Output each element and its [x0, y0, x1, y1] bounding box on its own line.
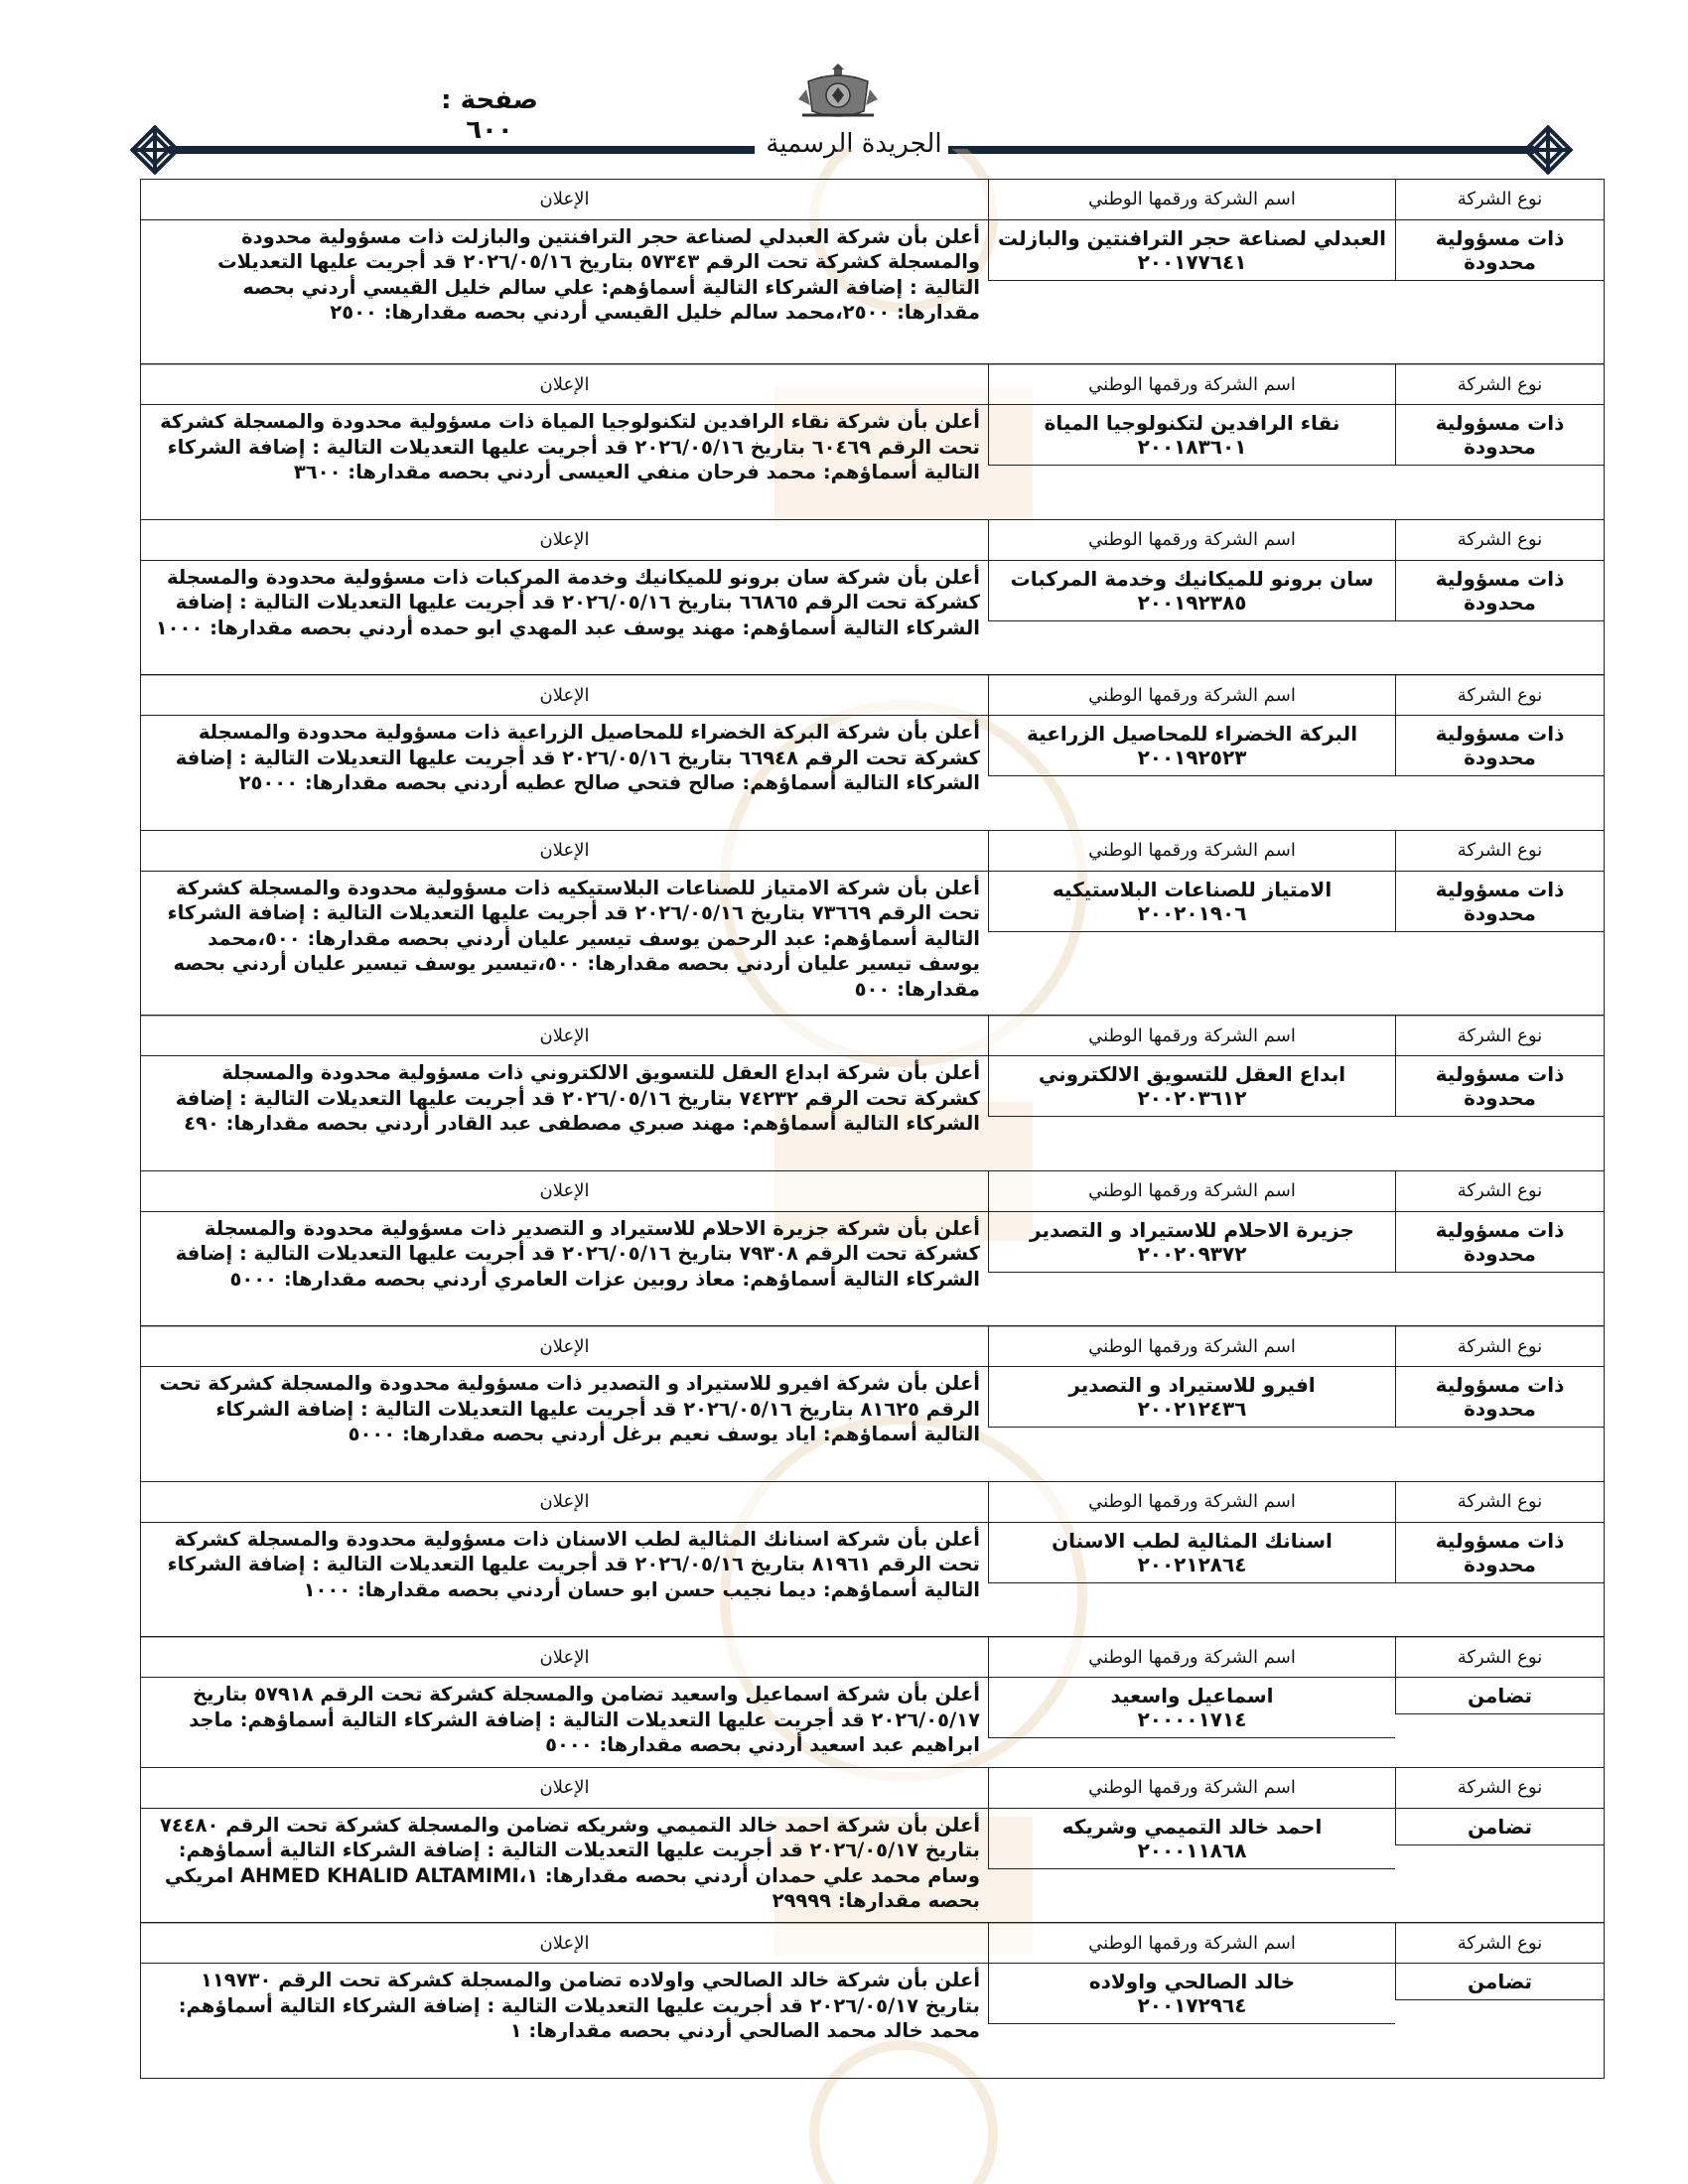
company-name: الامتياز للصناعات البلاستيكيه [1052, 877, 1333, 901]
header-company-name: اسم الشركة ورقمها الوطني [988, 1637, 1395, 1677]
header-company-type: نوع الشركة [1395, 180, 1604, 219]
notice-text: أعلن بأن شركة اسماعيل واسعيد تضامن والمسجلة كشركة تحت الرقم ٥٧٩١٨ بتاريخ ٢٠٢٦/٠٥/١٧ قد أجريت عليها التعديلات التالية : إضافة الشركاء التالية أسماؤهم: ماجد ابراهيم عبد اسعيد أردني بحصه مقدارها: ٥٠٠٠ [189, 1683, 980, 1756]
header-notice: الإعلان [539, 1491, 590, 1512]
company-national-number: ٢٠٠١٧٧٦٤١ [1137, 249, 1247, 274]
company-name-cell [988, 1212, 1395, 1273]
notice-text: أعلن بأن شركة جزيرة الاحلام للاستيراد و التصدير ذات مسؤولية محدودة والمسجلة كشركة تحت الرقم ٧٩٣٠٨ بتاريخ ٢٠٢٦/٠٥/١٦ قد أجريت عليها التعديلات التالية : إضافة الشركاء التالية أسماؤهم: معاذ روبين عزات العامري أردني بحصه مقدارها: ٥٠٠٠ [175, 1216, 980, 1291]
company-national-number: ٢٠٠٢١٢٨٦٤ [1137, 1552, 1247, 1576]
notice-text: أعلن بأن شركة العبدلي لصناعة حجر الترافنتين والبازلت ذات مسؤولية محدودة والمسجلة كشركة تحت الرقم ٥٧٣٤٣ بتاريخ ٢٠٢٦/٠٥/١٦ قد أجريت عليها التعديلات التالية : إضافة الشركاء التالية أسماؤهم: علي سالم خليل القيسي أردني بحصه مقدارها: ٢٥٠٠،محمد سالم خليل القيسي أردني بحصه مقدارها: ٢٥٠٠ [217, 224, 980, 324]
notice-row [140, 1170, 1605, 1327]
notice-body-row [141, 1678, 1604, 1760]
notice-row [140, 1325, 1605, 1482]
company-name: ابداع العقل للتسويق الالكتروني [1038, 1062, 1346, 1086]
company-name: جزيرة الاحلام للاستيراد و التصدير [1030, 1217, 1354, 1242]
notice-body-row [141, 1367, 1604, 1449]
notice-body-row [141, 1056, 1604, 1139]
header-company-name: اسم الشركة ورقمها الوطني [988, 1768, 1395, 1808]
company-name-cell [988, 220, 1395, 281]
company-name: سان برونو للميكانيك وخدمة المركبات [1010, 566, 1374, 591]
header-notice: الإعلان [539, 1932, 590, 1954]
header-notice: الإعلان [539, 1335, 590, 1357]
header-notice: الإعلان [539, 1646, 590, 1668]
company-national-number: ٢٠٠٠١١٨٦٨ [1137, 1838, 1247, 1862]
company-name: خالد الصالحي واولاده [1088, 1970, 1296, 1993]
company-type: تضامن [1395, 1964, 1604, 2000]
notice-body-row [141, 220, 1604, 328]
company-type: ذات مسؤولية محدودة [1395, 872, 1604, 932]
company-name: افيرو للاستيراد و التصدير [1068, 1373, 1316, 1397]
header-company-name: اسم الشركة ورقمها الوطني [988, 364, 1395, 404]
notice-row [140, 363, 1605, 520]
notice-body-row [141, 1212, 1604, 1295]
header-notice: الإعلان [539, 189, 590, 209]
notice-header-row [141, 1016, 1604, 1056]
notice-text: أعلن بأن شركة نقاء الرافدين لتكنولوجيا المياة ذات مسؤولية محدودة والمسجلة كشركة تحت الرقم ٦٠٤٦٩ بتاريخ ٢٠٢٦/٠٥/١٦ قد أجريت عليها التعديلات التالية : إضافة الشركاء التالية أسماؤهم: محمد فرحان منفي العيسى أردني بحصه مقدارها: ٣٦٠٠ [160, 410, 980, 483]
header-company-type: نوع الشركة [1395, 1016, 1604, 1055]
notice-body-row [141, 1523, 1604, 1605]
header-company-name: اسم الشركة ورقمها الوطني [988, 1171, 1395, 1211]
coat-of-arms-icon [794, 60, 882, 123]
header-company-type: نوع الشركة [1395, 520, 1604, 560]
notice-text: أعلن بأن شركة اسنانك المثالية لطب الاسنان ذات مسؤولية محدودة والمسجلة كشركة تحت الرقم ٨١٩٦١ بتاريخ ٢٠٢٦/٠٥/١٦ قد أجريت عليها التعديلات التالية : إضافة الشركاء التالية أسماؤهم: ديما نجيب حسن ابو حسان أردني بحصه مقدارها: ١٠٠٠ [167, 1527, 980, 1601]
header-notice: الإعلان [539, 529, 590, 550]
notice-row [140, 674, 1605, 831]
notice-text: أعلن بأن شركة سان برونو للميكانيك وخدمة المركبات ذات مسؤولية محدودة والمسجلة كشركة تحت الرقم ٦٦٨٦٥ بتاريخ ٢٠٢٦/٠٥/١٦ قد أجريت عليها التعديلات التالية : إضافة الشركاء التالية أسماؤهم: مهند يوسف عبد المهدي ابو حمده أردني بحصه مقدارها: ١٠٠٠ [155, 565, 980, 639]
notice-header-row [141, 1768, 1604, 1809]
notice-header-row [141, 1171, 1604, 1212]
header-notice: الإعلان [539, 840, 590, 861]
notice-text: أعلن بأن شركة افيرو للاستيراد و التصدير ذات مسؤولية محدودة والمسجلة كشركة تحت الرقم ٨١٦٢٥ بتاريخ ٢٠٢٦/٠٥/١٦ قد أجريت عليها التعديلات التالية : إضافة الشركاء التالية أسماؤهم: اياد يوسف نعيم برغل أردني بحصه مقدارها: ٥٠٠٠ [159, 1372, 980, 1445]
company-type: ذات مسؤولية محدودة [1395, 1367, 1604, 1428]
company-name: نقاء الرافدين لتكنولوجيا المياة [1044, 411, 1340, 435]
notice-row [140, 1636, 1605, 1768]
notice-text: أعلن بأن شركة الامتياز للصناعات البلاستيكيه ذات مسؤولية محدودة والمسجلة كشركة تحت الرقم ٧٣٦٦٩ بتاريخ ٢٠٢٦/٠٥/١٦ قد أجريت عليها التعديلات التالية : إضافة الشركاء التالية أسماؤهم: عبد الرحمن يوسف تيسير عليان أردني بحصه مقدارها: ٥٠٠،محمد يوسف تيسير عليان أردني بحصه مقدارها: ٥٠٠،تيسير يوسف تيسير عليان أردني بحصه مقدارها: ٥٠٠ [167, 876, 980, 1001]
notice-text: أعلن بأن شركة ابداع العقل للتسويق الالكتروني ذات مسؤولية محدودة والمسجلة كشركة تحت الرقم ٧٤٢٣٢ بتاريخ ٢٠٢٦/٠٥/١٦ قد أجريت عليها التعديلات التالية : إضافة الشركاء التالية أسماؤهم: مهند صبري مصطفى عبد القادر أردني بحصه مقدارها: ٤٩٠ [175, 1061, 980, 1135]
header-company-type: نوع الشركة [1395, 831, 1604, 871]
notice-row [140, 519, 1605, 676]
header-company-name: اسم الشركة ورقمها الوطني [988, 831, 1395, 871]
company-national-number: ٢٠٠١٧٢٩٦٤ [1137, 1993, 1247, 2017]
company-name-cell [988, 1964, 1395, 2024]
notice-row [140, 830, 1605, 1017]
page-number-value: ٦٠٠ [466, 115, 513, 145]
notice-header-row [141, 1482, 1604, 1523]
company-name-cell [988, 1678, 1395, 1738]
company-name-cell [988, 1523, 1395, 1583]
company-type: تضامن [1395, 1809, 1604, 1845]
notice-body-row [141, 872, 1604, 1005]
header-company-type: نوع الشركة [1395, 1326, 1604, 1366]
company-name: اسماعيل واسعيد [1110, 1684, 1274, 1707]
company-type: ذات مسؤولية محدودة [1395, 1056, 1604, 1117]
notice-text: أعلن بأن شركة احمد خالد التميمي وشريكه تضامن والمسجلة كشركة تحت الرقم ٧٤٤٨٠ بتاريخ ٢٠٢٦/٠٥/١٧ قد أجريت عليها التعديلات التالية : إضافة الشركاء التالية أسماؤهم: وسام محمد علي حمدان أردني بحصه مقدارها: ١،AHMED KHALID ALTAMIMI امريكي بحصه مقدارها: ٢٩٩٩٩ [159, 1813, 980, 1912]
header-notice: الإعلان [539, 373, 590, 395]
header-company-name: اسم الشركة ورقمها الوطني [988, 180, 1395, 219]
company-national-number: ٢٠٠١٩٢٣٨٥ [1137, 590, 1247, 614]
company-name-cell [988, 716, 1395, 776]
header-company-name: اسم الشركة ورقمها الوطني [988, 520, 1395, 560]
header-company-name: اسم الشركة ورقمها الوطني [988, 1923, 1395, 1963]
masthead-title: الجريدة الرسمية [766, 129, 942, 159]
notice-body-row [141, 405, 1604, 487]
company-name: البركة الخضراء للمحاصيل الزراعية [1026, 722, 1358, 746]
notice-row [140, 1015, 1605, 1171]
notice-header-row [141, 675, 1604, 716]
header-notice: الإعلان [539, 1180, 590, 1201]
company-name-cell [988, 872, 1395, 932]
notice-body-row [141, 1809, 1604, 1916]
company-type: ذات مسؤولية محدودة [1395, 405, 1604, 466]
company-name-cell [988, 405, 1395, 466]
company-name-cell [988, 561, 1395, 621]
company-national-number: ٢٠٠١٩٢٥٢٣ [1137, 746, 1247, 769]
company-name: احمد خالد التميمي وشريكه [1061, 1814, 1323, 1839]
masthead-rule-left [169, 146, 755, 154]
notice-body-row [141, 561, 1604, 643]
notice-header-row [141, 364, 1604, 405]
company-national-number: ٢٠٠٢٠٣٦١٢ [1137, 1086, 1247, 1110]
header-notice: الإعلان [539, 1777, 590, 1798]
company-national-number: ٢٠٠٢١٢٤٣٦ [1137, 1397, 1247, 1421]
header-company-type: نوع الشركة [1395, 1482, 1604, 1522]
company-national-number: ٢٠٠٠٠١٧١٤ [1137, 1707, 1247, 1731]
notice-header-row [141, 1923, 1604, 1964]
header-company-name: اسم الشركة ورقمها الوطني [988, 675, 1395, 715]
header-notice: الإعلان [539, 684, 590, 706]
header-company-type: نوع الشركة [1395, 364, 1604, 404]
company-type: تضامن [1395, 1678, 1604, 1714]
notice-row [140, 1481, 1605, 1638]
header-company-name: اسم الشركة ورقمها الوطني [988, 1016, 1395, 1055]
notice-text: أعلن بأن شركة البركة الخضراء للمحاصيل الزراعية ذات مسؤولية محدودة والمسجلة كشركة تحت الرقم ٦٦٩٤٨ بتاريخ ٢٠٢٦/٠٥/١٦ قد أجريت عليها التعديلات التالية : إضافة الشركاء التالية أسماؤهم: صالح فتحي صالح عطيه أردني بحصه مقدارها: ٢٥٠٠٠ [175, 721, 980, 794]
company-name: اسنانك المثالية لطب الاسنان [1052, 1528, 1333, 1553]
notice-header-row [141, 1637, 1604, 1678]
company-name-cell [988, 1056, 1395, 1117]
company-notices-table [140, 180, 1605, 2079]
notice-body-row [141, 716, 1604, 798]
company-name-cell [988, 1367, 1395, 1428]
company-national-number: ٢٠٠٢٠٩٣٧٢ [1137, 1241, 1247, 1266]
notice-text: أعلن بأن شركة خالد الصالحي واولاده تضامن والمسجلة كشركة تحت الرقم ١١٩٧٣٠ بتاريخ ٢٠٢٦/٠٥/١٧ قد أجريت عليها التعديلات التالية : إضافة الشركاء التالية أسماؤهم: محمد خالد محمد الصالحي أردني بحصه مقدارها: ١ [178, 1969, 980, 2042]
header-notice: الإعلان [539, 1024, 590, 1046]
company-national-number: ٢٠٠٢٠١٩٠٦ [1137, 900, 1247, 925]
header-company-type: نوع الشركة [1395, 1923, 1604, 1963]
company-name: العبدلي لصناعة حجر الترافنتين والبازلت [998, 225, 1386, 250]
company-type: ذات مسؤولية محدودة [1395, 1523, 1604, 1583]
notice-header-row [141, 1326, 1604, 1367]
notice-row [140, 179, 1605, 365]
notice-row [140, 1922, 1605, 2079]
header-company-type: نوع الشركة [1395, 675, 1604, 715]
header-company-name: اسم الشركة ورقمها الوطني [988, 1482, 1395, 1522]
header-company-type: نوع الشركة [1395, 1171, 1604, 1211]
notice-header-row [141, 180, 1604, 220]
header-company-name: اسم الشركة ورقمها الوطني [988, 1326, 1395, 1366]
company-name-cell [988, 1809, 1395, 1869]
notice-header-row [141, 520, 1604, 561]
header-company-type: نوع الشركة [1395, 1637, 1604, 1677]
company-type: ذات مسؤولية محدودة [1395, 220, 1604, 281]
company-type: ذات مسؤولية محدودة [1395, 561, 1604, 621]
page-label: صفحة [460, 85, 538, 115]
company-type: ذات مسؤولية محدودة [1395, 1212, 1604, 1273]
header-company-type: نوع الشركة [1395, 1768, 1604, 1808]
company-national-number: ٢٠٠١٨٣٦٠١ [1137, 435, 1247, 459]
notice-body-row [141, 1964, 1604, 2046]
page-number: صفحة : ٦٠٠ [441, 85, 538, 145]
notice-header-row [141, 831, 1604, 872]
notice-row [140, 1767, 1605, 1924]
ornament-knot-icon [1522, 125, 1574, 175]
company-type: ذات مسؤولية محدودة [1395, 716, 1604, 776]
